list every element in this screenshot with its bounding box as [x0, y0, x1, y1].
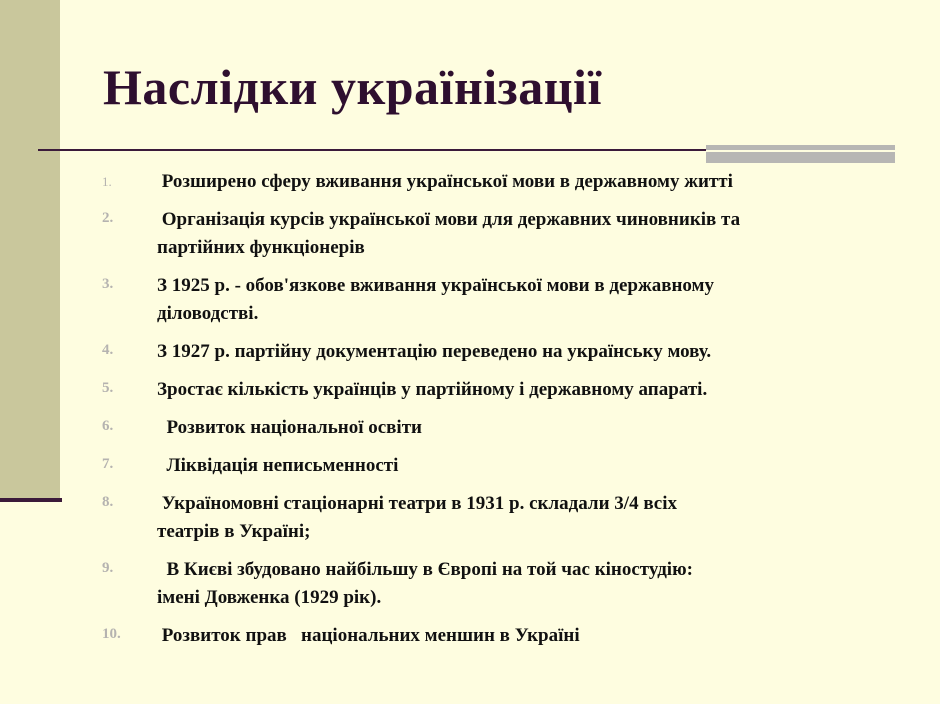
- list-item-number: 9.: [102, 560, 114, 576]
- list-item-number: 1.: [102, 174, 112, 189]
- list-item: [0, 376, 940, 404]
- list-item: [0, 206, 940, 262]
- list-item-text: Організація курсів української мови для державних чиновників та партійних функціонерів: [157, 209, 741, 258]
- list-item-text: Розвиток прав національних меншин в Україні: [157, 625, 580, 646]
- list-item-number: 5.: [102, 380, 114, 396]
- list-item-number: 4.: [102, 342, 114, 358]
- consequences-list: [0, 168, 940, 660]
- list-item-text: Ліквідація неписьменності: [157, 455, 399, 476]
- list-item: [0, 490, 940, 546]
- title-divider-block: [706, 145, 895, 163]
- list-item: [0, 168, 940, 196]
- list-item-number: 10.: [102, 626, 121, 642]
- list-item-text: Розвиток національної освіти: [157, 417, 422, 438]
- list-item-number: 8.: [102, 494, 114, 510]
- list-item: [0, 556, 940, 612]
- list-item: [0, 622, 940, 650]
- list-item: [0, 338, 940, 366]
- list-item-text: Зростає кількість українців у партійному і державному апараті.: [157, 379, 708, 400]
- list-item-text: В Києві збудовано найбільшу в Європі на той час кіностудію: імені Довженка (1929 рік).: [157, 559, 693, 608]
- list-item-number: 2.: [102, 210, 114, 226]
- list-item: [0, 414, 940, 442]
- list-item: [0, 452, 940, 480]
- slide-title: Наслідки українізації: [103, 59, 602, 115]
- list-item-number: 6.: [102, 418, 114, 434]
- list-item: [0, 272, 940, 328]
- list-item-number: 3.: [102, 276, 114, 292]
- list-item-number: 7.: [102, 456, 114, 472]
- list-item-text: З 1925 р. - обов'язкове вживання української мови в державному діловодстві.: [157, 275, 715, 324]
- list-item-text: Україномовні стаціонарні театри в 1931 р. складали 3/4 всіх театрів в Україні;: [157, 493, 678, 542]
- list-item-text: З 1927 р. партійну документацію переведено на українську мову.: [157, 341, 712, 362]
- list-item-text: Розширено сферу вживання української мови в державному житті: [157, 171, 733, 192]
